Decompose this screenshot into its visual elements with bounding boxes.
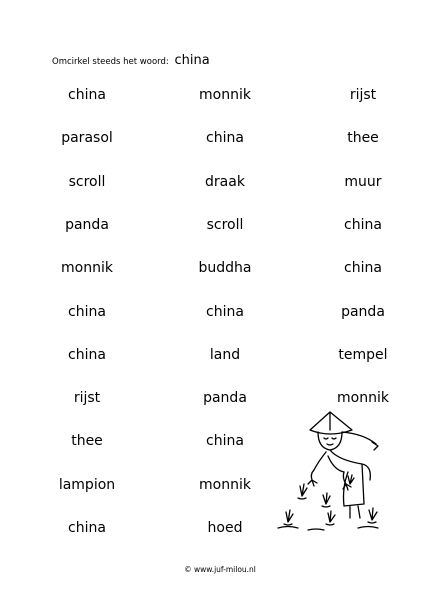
word-cell[interactable]: thee [347, 130, 379, 147]
word-cell[interactable]: monnik [337, 390, 389, 407]
word-cell[interactable]: buddha [198, 260, 252, 277]
word-cell[interactable]: thee [71, 433, 103, 450]
word-cell[interactable]: panda [203, 390, 247, 407]
word-cell[interactable]: china [68, 87, 106, 103]
word-cell[interactable]: china [206, 303, 244, 320]
word-cell[interactable]: rijst [73, 390, 101, 407]
word-cell[interactable]: china [68, 346, 106, 363]
word-cell[interactable]: parasol [61, 130, 113, 147]
word-cell[interactable]: scroll [206, 216, 244, 233]
word-cell[interactable]: panda [341, 303, 385, 320]
word-cell[interactable]: china [206, 433, 244, 450]
instruction-text: Omcirkel steeds het woord: [52, 57, 169, 67]
word-cell[interactable]: monnik [199, 476, 251, 493]
word-cell[interactable]: china [206, 130, 244, 147]
word-cell[interactable]: panda [65, 216, 109, 233]
word-cell[interactable]: hoed [207, 520, 243, 536]
word-cell[interactable]: muur [344, 173, 382, 190]
word-cell[interactable]: tempel [338, 346, 388, 363]
word-cell[interactable]: china [344, 260, 382, 277]
word-cell[interactable]: monnik [61, 260, 113, 277]
word-cell[interactable]: monnik [199, 87, 251, 103]
word-cell[interactable]: china [344, 216, 382, 233]
word-cell[interactable]: china [68, 303, 106, 320]
word-cell[interactable]: scroll [68, 173, 106, 190]
word-cell[interactable]: china [68, 520, 106, 536]
word-cell[interactable]: rijst [349, 87, 377, 103]
word-cell[interactable]: land [209, 346, 241, 363]
footer-copyright: © www.juf-milou.nl [184, 565, 256, 574]
word-cell[interactable]: lampion [58, 476, 116, 493]
word-cell[interactable]: draak [205, 173, 245, 190]
rice-farmer-illustration [268, 408, 398, 538]
target-word: china [174, 53, 210, 68]
